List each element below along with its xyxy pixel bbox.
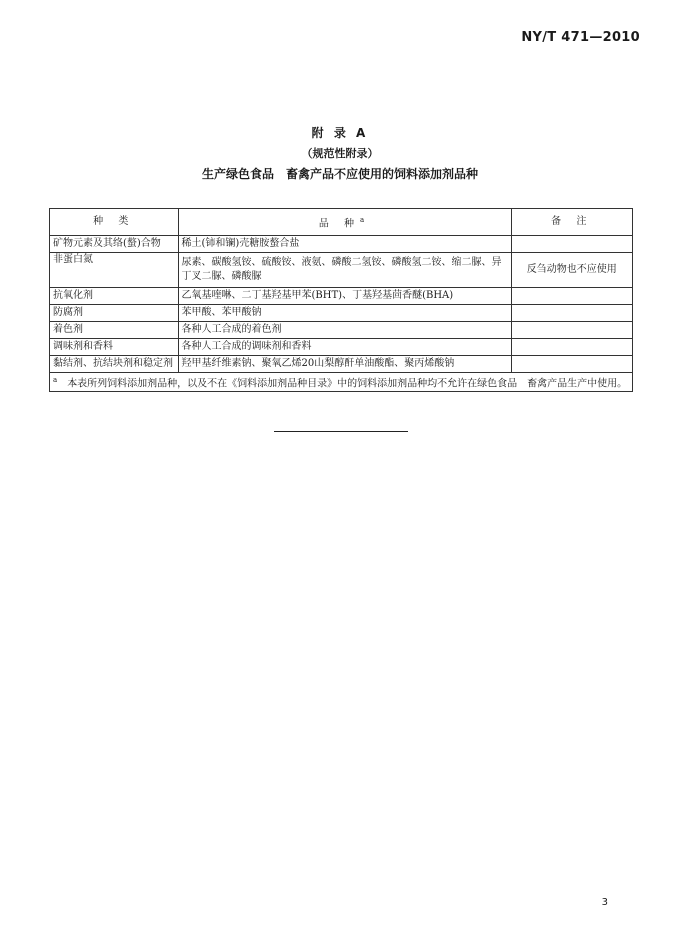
table-row: [50, 356, 633, 373]
annex-title: 生产绿色食品 畜禽产品不应使用的饲料添加剂品种: [201, 167, 478, 181]
header-note: 备 注: [511, 209, 632, 236]
table-footnote-row: [50, 373, 633, 392]
header-type: 种 类: [50, 209, 179, 236]
row-variety: 各种人工合成的着色剂: [178, 322, 511, 339]
header-variety-label: 品 种: [318, 218, 361, 230]
table-row: [50, 253, 633, 288]
row-variety: 羟甲基纤维素钠、聚氧乙烯20山梨醇酐单油酸酯、聚丙烯酸钠: [178, 356, 511, 373]
header-variety: [178, 209, 511, 236]
annex-normative: （规范性附录）: [301, 147, 379, 160]
row-type: 防腐剂: [50, 305, 179, 322]
table-row: [50, 322, 633, 339]
row-note: [511, 288, 632, 305]
annex-label: 附 录 A: [311, 126, 369, 140]
row-note: [511, 236, 632, 253]
row-variety: 稀土(铈和镧)壳糖胺螯合盐: [178, 236, 511, 253]
row-note: [511, 356, 632, 373]
row-type: 黏结剂、抗结块剂和稳定剂: [50, 356, 179, 373]
row-type: 非蛋白氮: [50, 253, 179, 288]
standard-code: NY/T 471—2010: [521, 30, 640, 45]
row-type: 矿物元素及其络(螯)合物: [50, 236, 179, 253]
row-note: 反刍动物也不应使用: [511, 253, 632, 288]
footnote-text: 本表所列饲料添加剂品种，以及不在《饲料添加剂品种目录》中的饲料添加剂品种均不允许在绿色食品 畜禽产品生产中使用。: [67, 378, 628, 390]
row-note: [511, 339, 632, 356]
row-variety: 苯甲酸、苯甲酸钠: [178, 305, 511, 322]
row-variety: 尿素、碳酸氢铵、硫酸铵、液氨、磷酸二氢铵、磷酸氢二铵、缩二脲、异丁叉二脲、磷酸脲: [178, 253, 511, 288]
row-note: [511, 322, 632, 339]
page-number: 3: [601, 897, 608, 908]
row-note: [511, 305, 632, 322]
end-rule: [274, 431, 408, 432]
table-row: [50, 305, 633, 322]
table-footnote: [50, 373, 633, 392]
table-row: [50, 288, 633, 305]
row-variety: 乙氧基喹啉、二丁基羟基甲苯(BHT)、丁基羟基茴香醚(BHA): [178, 288, 511, 305]
row-type: 抗氧化剂: [50, 288, 179, 305]
row-type: 着色剂: [50, 322, 179, 339]
table-row: [50, 339, 633, 356]
footnote-mark: a: [53, 376, 58, 384]
row-type: 调味剂和香料: [50, 339, 179, 356]
table-header-row: [50, 209, 633, 236]
row-variety: 各种人工合成的调味剂和香料: [178, 339, 511, 356]
header-variety-footnote-mark: a: [360, 215, 371, 224]
additives-table: [49, 208, 633, 392]
table-row: [50, 236, 633, 253]
